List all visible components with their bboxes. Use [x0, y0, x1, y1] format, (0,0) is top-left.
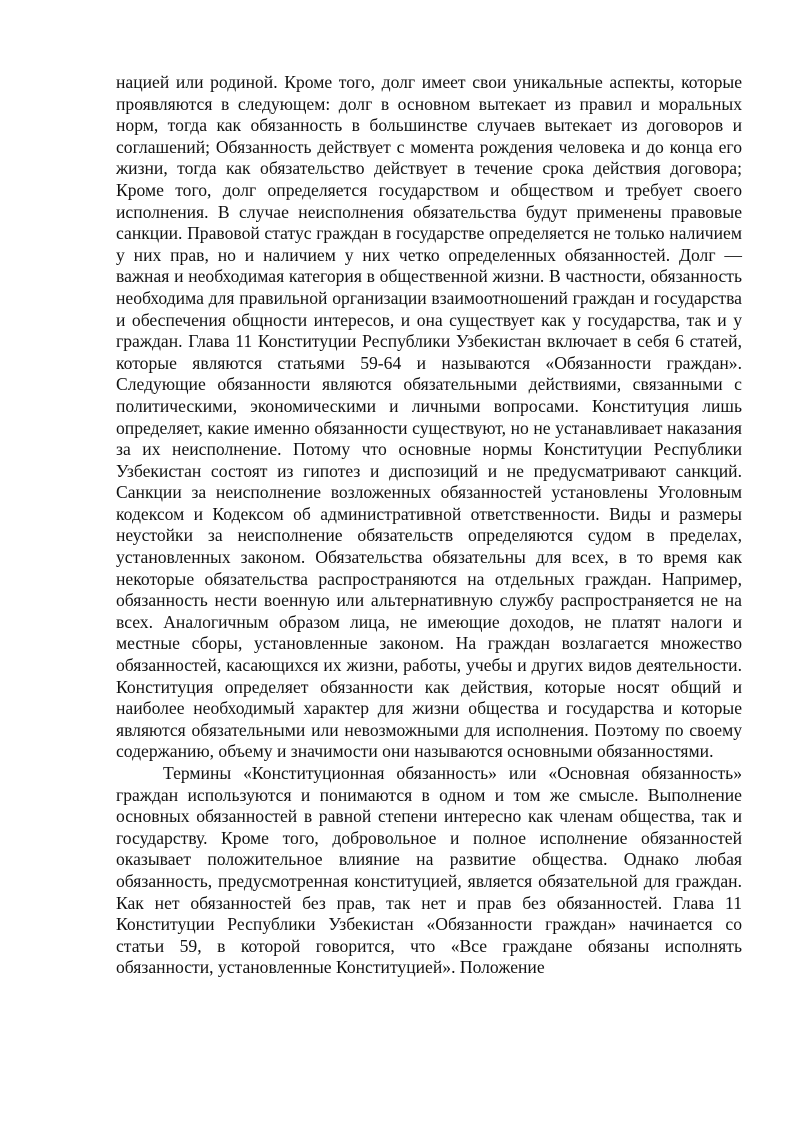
paragraph-duties-overview: нацией или родиной. Кроме того, долг имеет свои уникальные аспекты, которые проявляются в следующем: долг в основном вытекает из правил и моральных норм, тогда как обязанность в большинстве случаев вытекает из договоров и соглашений; Обязанность действует с момента рождения человека и до конца его жизни, тогда как обязательство действует в течение срока действия договора; Кроме того, долг определяется государством и обществом и требует своего исполнения. В случае неисполнения обязательства будут применены правовые санкции. Правовой статус граждан в государстве определяется не только наличием у них прав, но и наличием у них четко определенных обязанностей. Долг — важная и необходимая категория в общественной жизни. В частности, обязанность необходима для правильной организации взаимоотношений граждан и государства и обеспечения общности интересов, и она существует как у государства, так и у граждан. Глава 11 Конституции Республики Узбекистан включает в себя 6 статей, которые являются статьями 59-64 и называются «Обязанности граждан». Следующие обязанности являются обязательными действиями, связанными с политическими, экономическими и личными вопросами. Конституция лишь определяет, какие именно обязанности существуют, но не устанавливает наказания за их неисполнение. Потому что основные нормы Конституции Республики Узбекистан состоят из гипотез и диспозиций и не предусматривают санкций. Санкции за неисполнение возложенных обязанностей установлены Уголовным кодексом и Кодексом об административной ответственности. Виды и размеры неустойки за неисполнение обязательств определяются судом в пределах, установленных законом. Обязательства обязательны для всех, в то время как некоторые обязательства распространяются на отдельных граждан. Например, обязанность нести военную или альтернативную службу распространяется не на всех. Аналогичным образом лица, не имеющие доходов, не платят налоги и местные сборы, установленные законом. На граждан возлагается множество обязанностей, касающихся их жизни, работы, учебы и других видов деятельности. Конституция определяет обязанности как действия, которые носят общий и наиболее необходимый характер для жизни общества и государства и которые являются обязательными или невозможными для исполнения. Поэтому по своему содержанию, объему и значимости они называются основными обязанностями.	[116, 72, 742, 762]
document-body	[116, 72, 742, 979]
paragraph-constitutional-duty-terms: Термины «Конституционная обязанность» или «Основная обязанность» граждан используются и понимаются в одном и том же смысле. Выполнение основных обязанностей в равной степени интересно как членам общества, так и государству. Кроме того, добровольное и полное исполнение обязанностей оказывает положительное влияние на развитие общества. Однако любая обязанность, предусмотренная конституцией, является обязательной для граждан. Как нет обязанностей без прав, так нет и прав без обязанностей. Глава 11 Конституции Республики Узбекистан «Обязанности граждан» начинается со статьи 59, в которой говорится, что «Все граждане обязаны исполнять обязанности, установленные Конституцией». Положение	[116, 763, 742, 978]
